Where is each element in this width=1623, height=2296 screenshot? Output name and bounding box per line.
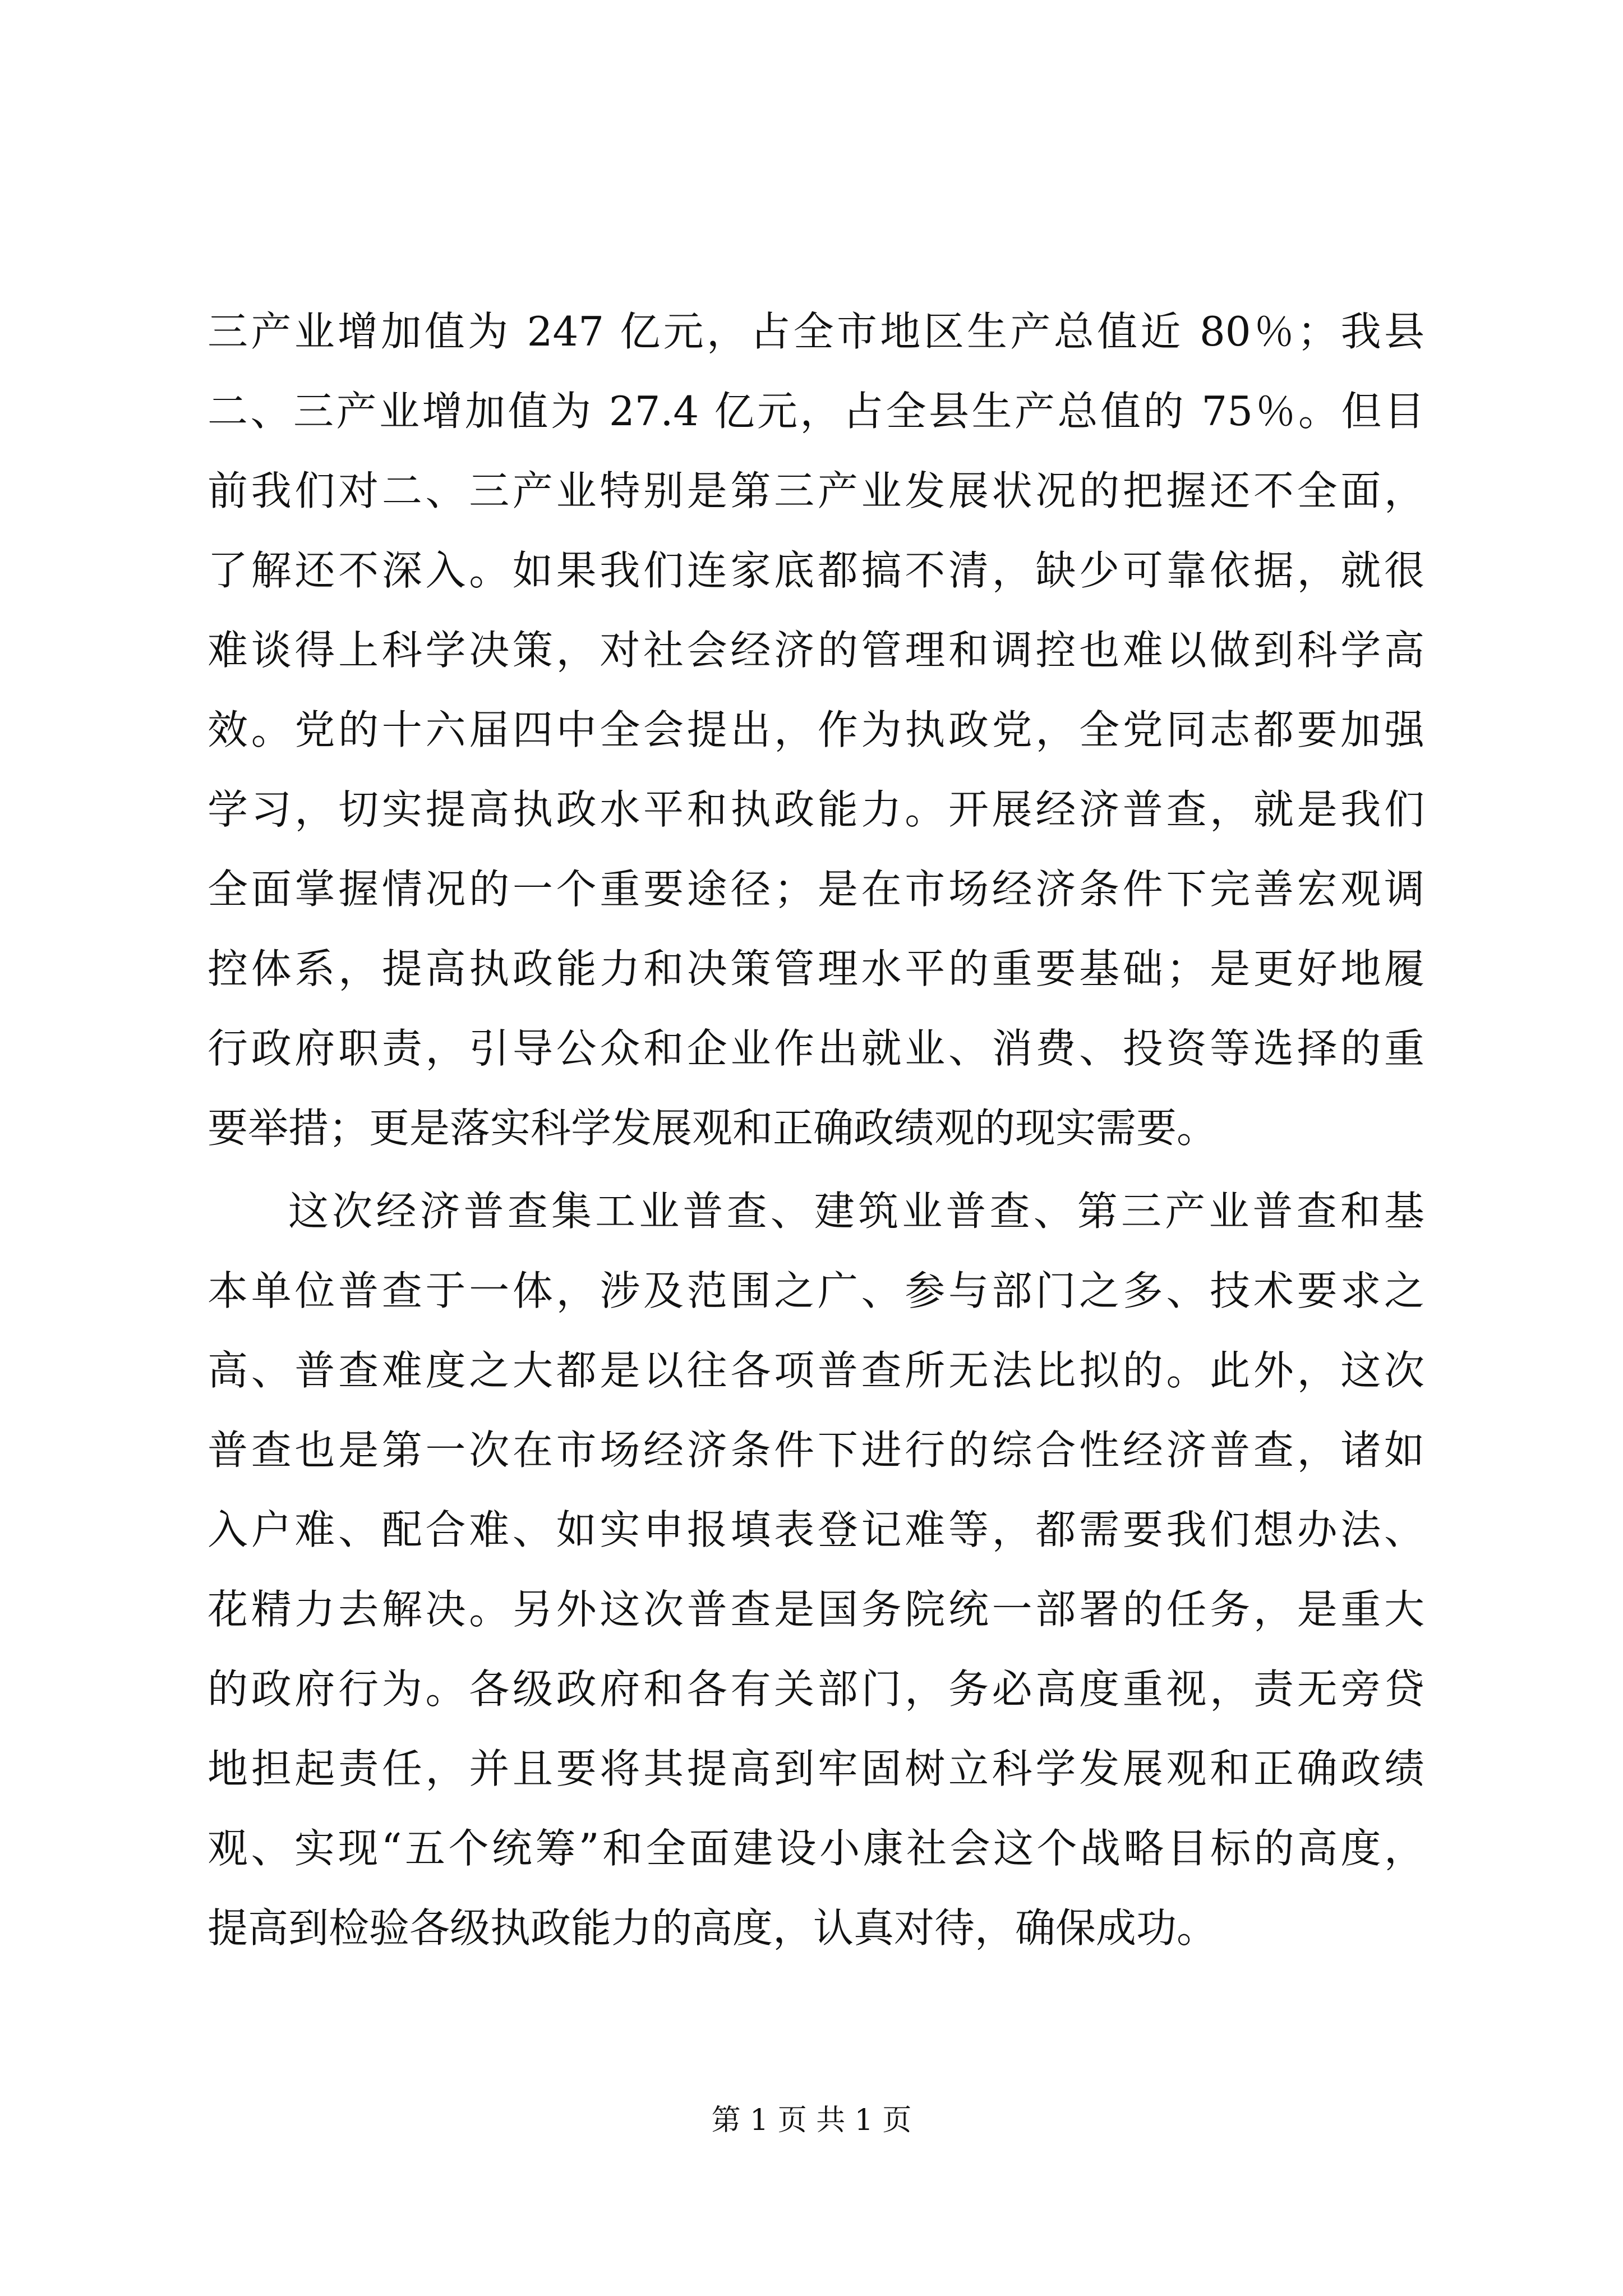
text-line: 了解还不深入。如果我们连家底都搞不清，缺少可靠依据，就很: [208, 547, 1424, 594]
text-line: 难谈得上科学决策，对社会经济的管理和调控也难以做到科学高: [208, 627, 1424, 674]
text-line: 要举措；更是落实科学发展观和正确政绩观的现实需要。: [208, 1105, 1218, 1152]
text-line: 全面掌握情况的一个重要途径；是在市场经济条件下完善宏观调: [208, 866, 1424, 913]
text-line: 观、实现“五个统筹”和全面建设小康社会这个战略目标的高度，: [208, 1825, 1424, 1872]
text-line: 学习，切实提高执政水平和执政能力。开展经济普查，就是我们: [208, 786, 1424, 833]
text-line: 的政府行为。各级政府和各有关部门，务必高度重视，责无旁贷: [208, 1665, 1424, 1713]
text-line: 这次经济普查集工业普查、建筑业普查、第三产业普查和基: [288, 1188, 1424, 1235]
text-line: 高、普查难度之大都是以往各项普查所无法比拟的。此外，这次: [208, 1347, 1424, 1394]
text-line: 效。党的十六届四中全会提出，作为执政党，全党同志都要加强: [208, 706, 1424, 753]
text-line: 三产业增加值为 247 亿元，占全市地区生产总值近 80％；我县: [208, 308, 1424, 355]
text-line: 二、三产业增加值为 27.4 亿元，占全县生产总值的 75％。但目: [208, 388, 1424, 435]
paragraph-2: [208, 1171, 1424, 1968]
text-line: 行政府职责，引导公众和企业作出就业、消费、投资等选择的重: [208, 1025, 1424, 1072]
text-line: 提高到检验各级执政能力的高度，认真对待，确保成功。: [208, 1904, 1218, 1952]
text-line: 地担起责任，并且要将其提高到牢固树立科学发展观和正确政绩: [208, 1745, 1424, 1792]
text-line: 普查也是第一次在市场经济条件下进行的综合性经济普查，诸如: [208, 1427, 1424, 1474]
document-body: [208, 292, 1424, 1968]
paragraph-1: [208, 292, 1424, 1168]
text-line: 控体系，提高执政能力和决策管理水平的重要基础；是更好地履: [208, 945, 1424, 992]
text-line: 前我们对二、三产业特别是第三产业发展状况的把握还不全面，: [208, 467, 1424, 514]
text-line: 本单位普查于一体，涉及范围之广、参与部门之多、技术要求之: [208, 1267, 1424, 1314]
text-line: 入户难、配合难、如实申报填表登记难等，都需要我们想办法、: [208, 1506, 1424, 1553]
page-number-footer: 第 1 页 共 1 页: [711, 2104, 912, 2137]
text-line: 花精力去解决。另外这次普查是国务院统一部署的任务，是重大: [208, 1586, 1424, 1633]
